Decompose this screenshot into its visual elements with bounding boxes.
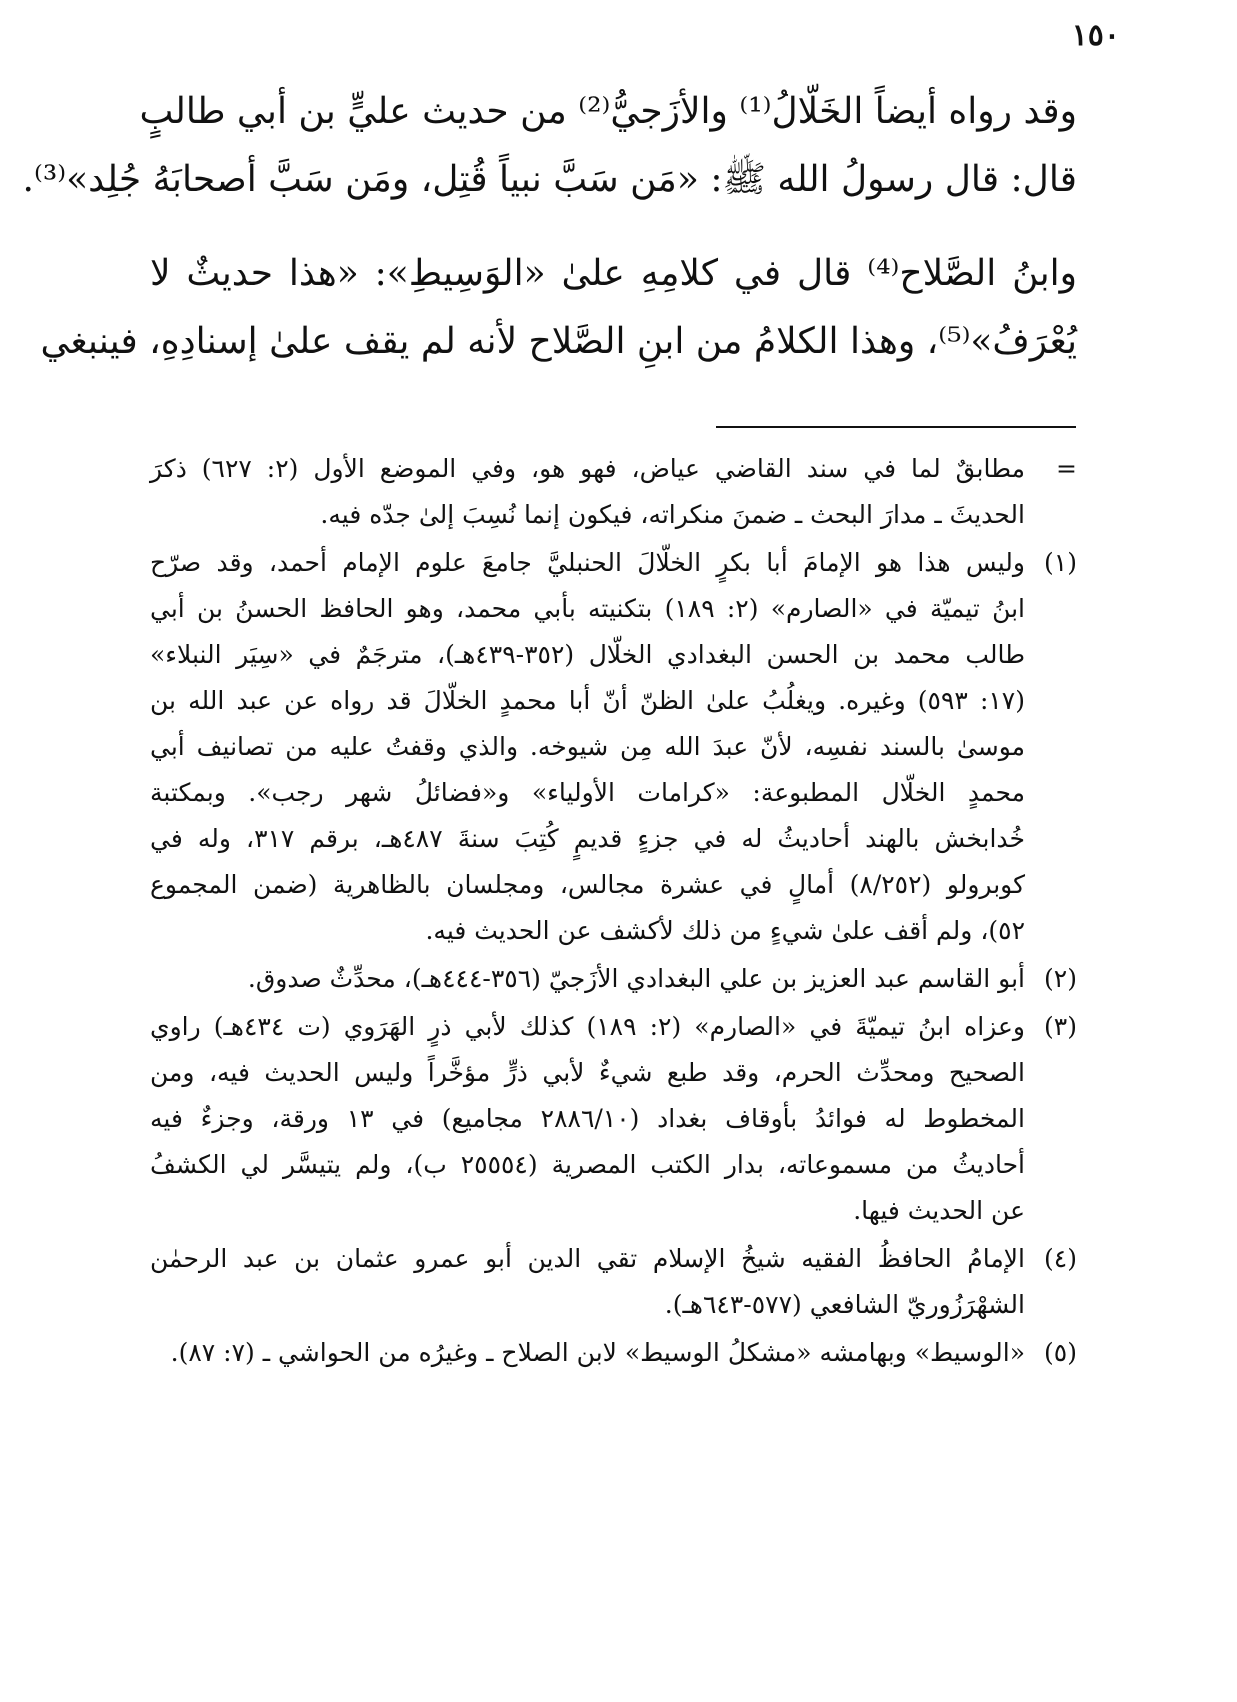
body-paragraph	[40, 240, 1077, 376]
footnote-5	[150, 1330, 1077, 1376]
footnotes-section	[150, 446, 1077, 1378]
footnote-2	[150, 956, 1077, 1002]
footnote-line: ابنُ تيميّة في «الصارم» (٢: ١٨٩) بتكنيته بأبي محمد، وهو الحافظ الحسنُ بن أبي	[150, 594, 1025, 623]
footnote-marker: (٢)	[1044, 964, 1077, 993]
footnote-line: الشهْرَزُوريّ الشافعي (٥٧٧-٦٤٣هـ).	[664, 1290, 1025, 1319]
footnote-line: الإمامُ الحافظُ الفقيه شيخُ الإسلام تقي الدين أبو عمرو عثمان بن عبد الرحمٰن	[150, 1244, 1025, 1273]
footnote-line: محمدٍ الخلّال المطبوعة: «كرامات الأولياء» و«فضائلُ شهر رجب». وبمكتبة	[150, 778, 1025, 807]
footnote-4	[150, 1236, 1077, 1328]
footnote-line: أبو القاسم عبد العزيز بن علي البغدادي الأزَجيّ (٣٥٦-٤٤٤هـ)، محدِّثٌ صدوق.	[247, 964, 1025, 993]
footnote-line: موسىٰ بالسند نفسِه، لأنّ عبدَ الله مِن شيوخه. والذي وقفتُ عليه من تصانيف أبي	[150, 732, 1025, 761]
body-paragraph	[22, 78, 1077, 214]
footnote-line: (١٧: ٥٩٣) وغيره. ويغلُبُ علىٰ الظنّ أنّ أبا محمدٍ الخلّالَ قد رواه عن عبد الله بن	[150, 686, 1025, 715]
footnote-line: الحديثَ ـ مدارَ البحث ـ ضمنَ منكراته، فيكون إنما نُسِبَ إلىٰ جدّه فيه.	[320, 500, 1025, 529]
footnote-continuation	[150, 446, 1077, 538]
footnote-line: ٥٢)، ولم أقف علىٰ شيءٍ من ذلك لأكشف عن الحديث فيه.	[425, 916, 1025, 945]
footnote-line: كوبرولو (٨/٢٥٢) أمالٍ في عشرة مجالس، ومجلسان بالظاهرية (ضمن المجموع	[150, 870, 1025, 899]
body-line: يُعْرَفُ»⁽⁵⁾، وهذا الكلامُ من ابنِ الصَّلاح لأنه لم يقف علىٰ إسنادِهِ، فينبغي	[40, 321, 1077, 362]
footnote-marker: (٥)	[1044, 1338, 1077, 1367]
footnote-line: مطابقٌ لما في سند القاضي عياض، فهو هو، وفي الموضع الأول (٢: ٦٢٧) ذكرَ	[150, 454, 1025, 483]
footnote-line: وليس هذا هو الإمامَ أبا بكرٍ الخلّالَ الحنبليَّ جامعَ علوم الإمام أحمد، وقد صرّح	[150, 548, 1025, 577]
footnote-line: الصحيح ومحدِّث الحرم، وقد طبع شيءٌ لأبي ذرٍّ مؤخَّراً وليس الحديث فيه، ومن	[150, 1058, 1025, 1087]
body-line: وابنُ الصَّلاح⁽⁴⁾ قال في كلامِهِ علىٰ «الوَسِيطِ»: «هذا حديثٌ لا	[150, 253, 1077, 294]
footnote-line: طالب محمد بن الحسن البغدادي الخلّال (٣٥٢-٤٣٩هـ)، مترجَمٌ في «سِيَر النبلاء»	[150, 640, 1025, 669]
body-line: قال: قال رسولُ الله ﷺ: «مَن سَبَّ نبياً قُتِل، ومَن سَبَّ أصحابَهُ جُلِد»⁽³⁾.	[22, 159, 1077, 200]
footnote-line: عن الحديث فيها.	[853, 1196, 1025, 1225]
footnote-line: خُدابخش بالهند أحاديثُ له في جزءٍ قديمٍ كُتِبَ سنةَ ٤٨٧هـ، برقم ٣١٧، وله في	[150, 824, 1026, 853]
body-line: وقد رواه أيضاً الخَلّالُ⁽¹⁾ والأزَجيُّ⁽²⁾ من حديث عليٍّ بن أبي طالبٍ	[139, 91, 1077, 132]
footnote-1	[150, 540, 1077, 954]
footnote-line: المخطوط له فوائدُ بأوقاف بغداد (٢٨٨٦/١٠ مجاميع) في ١٣ ورقة، وجزءٌ فيه	[150, 1104, 1025, 1133]
footnote-line: وعزاه ابنُ تيميّةَ في «الصارم» (٢: ١٨٩) كذلك لأبي ذرٍ الهَرَوي (ت ٤٣٤هـ) راوي	[150, 1012, 1026, 1041]
footnote-line: أحاديثُ من مسموعاته، بدار الكتب المصرية (٢٥٥٥٤ ب)، ولم يتيسَّر لي الكشفُ	[150, 1150, 1025, 1179]
footnote-3	[150, 1004, 1077, 1234]
footnote-marker: =	[1056, 454, 1077, 483]
page-number: ١٥٠	[1071, 18, 1120, 53]
footnote-marker: (١)	[1044, 548, 1077, 577]
footnote-line: «الوسيط» وبهامشه «مشكلُ الوسيط» لابن الصلاح ـ وغيرُه من الحواشي ـ (٧: ٨٧).	[170, 1338, 1025, 1367]
footnote-separator	[716, 426, 1076, 428]
footnote-marker: (٣)	[1044, 1012, 1077, 1041]
footnote-marker: (٤)	[1044, 1244, 1077, 1273]
